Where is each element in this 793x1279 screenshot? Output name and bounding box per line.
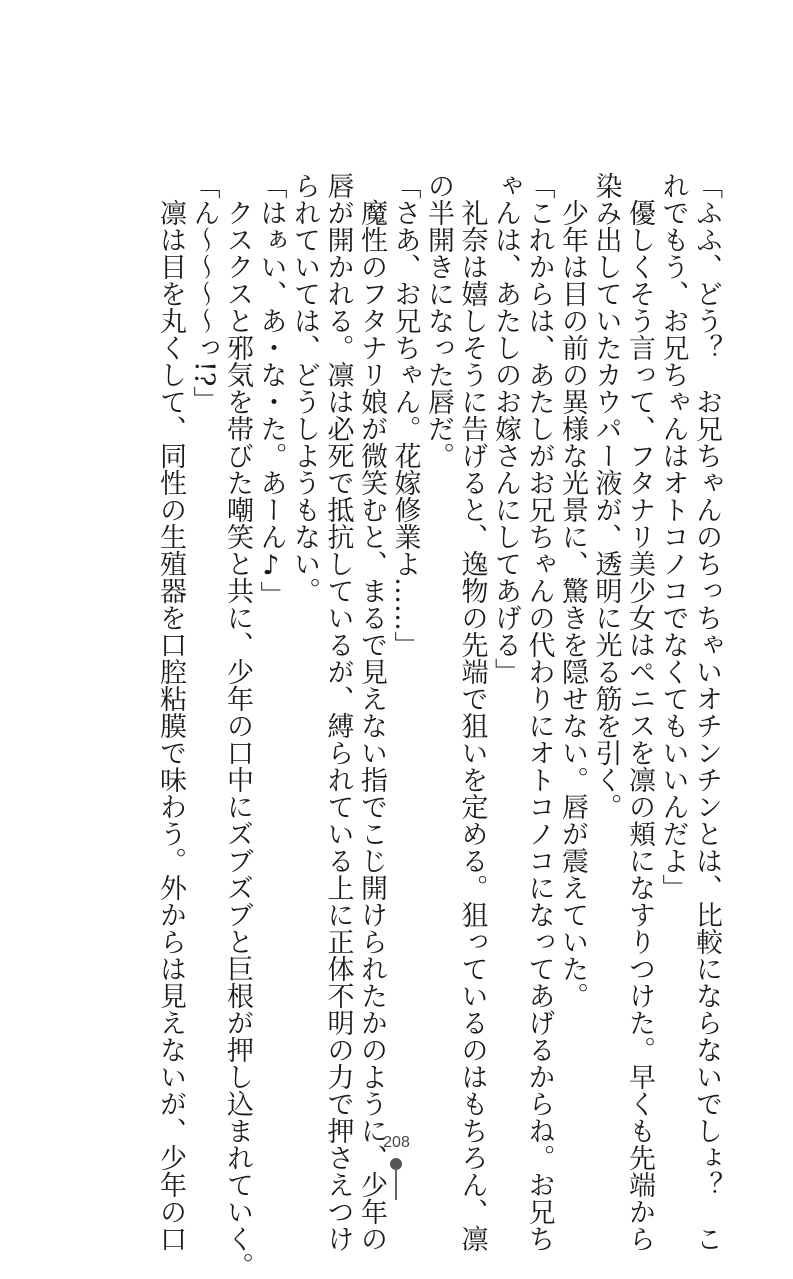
text-line: 「これからは、あたしがお兄ちゃんの代わりにオトコノコになってあげるからね。お兄ち — [523, 172, 555, 1252]
text-line: 優しくそう言って、フタナリ美少女はペニスを凛の頬になすりつけた。早くも先端から — [624, 172, 655, 1252]
text-line: 染み出していたカウパー液が、透明に光る筋を引く。 — [590, 172, 622, 820]
text-line: れでもう、お兄ちゃんはオトコノコでなくてもいいんだよ」 — [657, 172, 689, 901]
text-line: 唇が開かれる。凛は必死で抵抗しているが、縛られている上に正体不明の力で押さえつけ — [322, 172, 354, 1252]
text-line: 魔性のフタナリ娘が微笑むと、まるで見えない指でこじ開けられたかのように、少年の — [356, 172, 387, 1252]
text-line: の半開きになった唇だ。 — [423, 172, 454, 469]
text-line: 礼奈は嬉しそうに告げると、逸物の先端で狙いを定める。狙っているのはもちろん、凛 — [456, 172, 488, 1252]
text-line: 「はぁい、あ・な・た。あーん♪」 — [255, 172, 287, 608]
text-line: 「ふふ、どう？ お兄ちゃんのちっちゃいオチンチンとは、比較にならないでしょ？ こ — [691, 172, 722, 1252]
text-line: クスクスと邪気を帯びた嘲笑と共に、少年の口中にズブズブと巨根が押し込まれていく。 — [222, 172, 253, 1279]
text-line: ゃんは、あたしのお嫁さんにしてあげる」 — [490, 172, 521, 685]
text-line: 「ん～～～～っ!?」 — [188, 172, 220, 414]
text-line: 「さあ、お兄ちゃん。花嫁修業よ……」 — [389, 172, 421, 658]
page-marker-line — [395, 1168, 397, 1200]
text-line: 凛は目を丸くして、同性の生殖器を口腔粘膜で味わう。外からは見えないが、少年の口 — [155, 172, 186, 1252]
text-line: られていては、どうしようもない。 — [289, 172, 320, 604]
text-line: 少年は目の前の異様な光景に、驚きを隠せない。唇が震えていた。 — [557, 172, 588, 1009]
page-number: 208 — [383, 1134, 410, 1151]
